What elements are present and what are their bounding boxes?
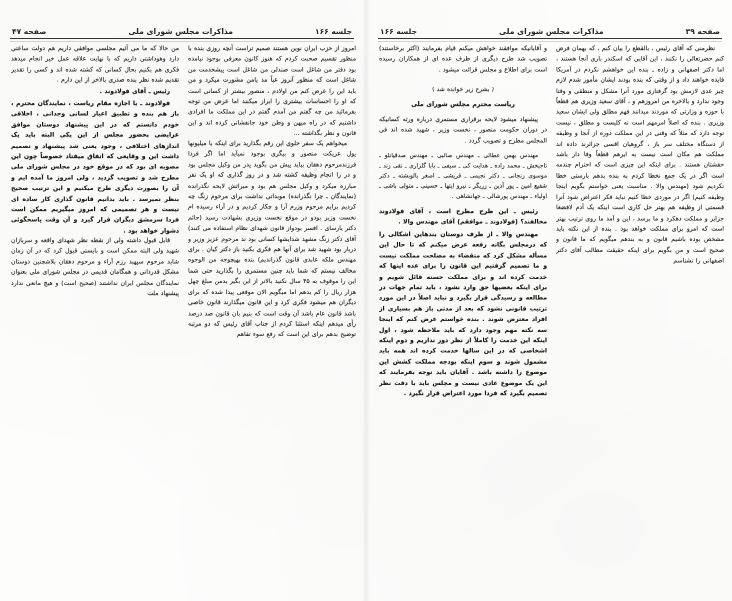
page-gutter <box>362 0 370 601</box>
right-page <box>370 0 732 601</box>
right-page-running-head <box>376 0 724 38</box>
left-page-columns <box>8 44 356 596</box>
left-page-session-number: جلسه ۱۶۶ <box>315 27 352 36</box>
right-page-session-number: جلسه ۱۶۶ <box>380 27 417 36</box>
left-page-publication-title: مذاکرات مجلس شورای ملی <box>128 27 234 36</box>
right-page-left-column <box>379 44 547 596</box>
spacer <box>379 77 547 81</box>
right-page-columns <box>376 44 724 596</box>
left-page-running-head <box>8 0 356 38</box>
left-page <box>0 0 362 601</box>
left-page-page-number: صفحه ۴۷ <box>12 27 47 36</box>
signatory-list: مهندس بهمن عطائی ـ مهندس صائبی ـ مهندس صدقیانلو ـ تاجبخش ـ محمد زاده ـ هدایت کی ـ سیفی ـ بابا گلزاری ـ نقی زند ـ موسوی زنجانی ـ دکتر نجیمی ـ قریشی ـ اصغر بالوبشته ـ دکتر شفیع امین ـ پور آذین ـ زریگر ـ نیرو ایتها ـ حسینی ـ متولی باشی ـ اولیاء ـ مهندس پورشالی ـ جهانشاهی . <box>379 153 547 201</box>
speaker-turn-fouladvand: فولادوند ـ با اجازه مقام ریاست ، نمایندگان محترم ، باز هم بنده و تطبیق اعیار لسانی وجدانی ، اخلاقی خودم دانستم که در این پیشنهاد دوستان موافق عرایضی بحضور مجلس از این یکی البته باید یک اندازهای اختلافی ، وجود یعنی شد پیشنهاد و تصمیم داشت این و وقایعی که اتفاق میفتاد خصوصاً چون این مصوبه ای بود که در موقع خود در مجلس شورای ملی مطرح شد و تصویب گردید ، ولی امروز ما آمده ایم و آن را بصورت دیگری طرح میکنیم و این ترتیب صحیح بنظر نمیرسد . باید بدانیم قانون گذاری کار ساده ای نیست و هر تصمیمی که امروز میگیریم ممکن است فردا سرمشق دیگران قرار گیرد و آن وقت پاسخگوئی دشوار خواهد بود . <box>11 100 179 235</box>
body-paragraph: میخواهم یک سفر حلوی این رقم بگذارید برای اینکه با میلیونها پول عریکت منصور و بیگری بوجود نمیآید اما اگر فردا فرزندمرحوم دهقان بیاید پیش من بگوید پدر من وکیل مجلس بود و در را انجام وظیفه کشته شد و در روز گذاری که او یک نفر مبارزه میکرد و وکیل مجلس هم بود و میراثش لایحه نگذرانده (نمایندگان ـ چرا نگذرانده) موبداتی نداشت برای مرحوم زنگ چه کردیم برایم مرحوم وزرم آرا و چکار کردیم و در آراء رسیده ام نخست وزیر بودو در موقع نخست وزیری بشهادت رسید (حائم دکتر یارسای . افسر بودواز قانون شهدای نظام استفاده می کنند) آقای دکتر زنگ مشهد شدایشها کسانی بود ند مرحوم عزیز وزیر و دربار بود شهید شد برای آنها هم فکری بکنید باز دکتر کیان . برای مهندس ملکه عابدی قانون گذراندیم) بنده بهیچوجه من الوجوه مخالف نیستم که شما باید چنین مستمری را بگذارید حتی شما این را موقوف به ۴۵ سال نکنید بالاتر از این بگیر یدمن مبلغ چهل هزار ریال را کم بدهم اما میگویم الان موقعی پیدا شده که برای دیگران هم میشود فکری کرد و این قانون میگذارند قانون خاصی باشد قانون عام باشد آن وقت است که بنیم بان قانون صد درصد رأی میدهم اینکه استثنا کردم از جناب آقای رئیس که دو مرتبه توضیح بدهم برای این است که رفع سوء تفاهم <box>188 140 356 339</box>
body-paragraph: قابل قبول داشته ولی از نقطه نظر شهدای واقعه و سربازان شهید ولی البته ممکن است و بایستی قبول کرد که در آن زمان شاید مرحوم سپهبد رزم آراء و مرحوم دهقان بلاشچنین دوستان مشکل قدردانی و همگامان قدیمی در مجلس شورای ملی بعنوان نمایندگان مجلس ایران نداشتند (صحیح است) و هیچ مانعی ندارد پیشنهاد ملت <box>11 236 179 298</box>
right-page-page-number: صفحه ۳۹ <box>685 27 720 36</box>
right-page-publication-title: مذاکرات مجلس شورای ملی <box>498 27 604 36</box>
left-page-right-column <box>188 44 356 596</box>
body-paragraph: امروز از حزب ایران نوین هستند صمیم تراست آنچه روزی بنده با منظور تقسیم صحبت کردم که هنوز کانون معرفی بوجود نیامده بود دفتر من شاغل است صندلی من شاغل است پیشخدمت من شاغل است که منظور آنروز عباً مد یامن مشورت میکرد و من باید این را عرض کنم من اولادم ، منصور بیشتر از کسانی است که او را احساسات بیشتری را ابراز میکنند اما عرض من توجه بفرمائید من چه گفتم من آمدم گفتم در این مملکت ما افرادی داشتیم که در راه میهن و وطن خود جانفشانی کرده اند و این قانون و نظر بگذاشته ... <box>188 45 356 138</box>
speaker-turn-chairman: رئیس ـ آقای فولادوند . <box>99 88 170 96</box>
left-page-header-rule <box>10 38 354 39</box>
right-page-header-rule <box>378 38 722 39</box>
body-paragraph: و آقایانیکه موافقند خواهش میکنم قیام بفرمایند (اکثر برخاستند) تصویب شد طرح دیگری از طرف عده ای از همکاران رسیده است برای اطلاع و مجلس قرائت میشود . <box>379 45 547 74</box>
speaker-turn-chairman: رئیس ـ این طرح مطرح است ، آقای فولادوند مخالفند؟ (فولادوند ـ موافقم) آقای مهندس والا . <box>379 208 547 226</box>
letter-heading: ریاست محترم مجلس شورای ملی <box>411 101 515 109</box>
proposal-paragraph: پیشنهاد میشود لایحه برقراری مستمری درباره ورثه کسانیکه در دوران حکومت منصور ، نخست وزیر ، شهید شده اند فی المجلس مطرح و تصویب گردد . <box>379 115 547 144</box>
read-aloud-note: ( بشرح زیر خوانده شد ) <box>432 86 494 93</box>
right-page-right-column <box>556 44 724 596</box>
left-page-left-column <box>11 44 179 596</box>
body-paragraph: من حالا که ما می آئیم مجلسی موافقی داریم هم دولت ساعتی دارد وهوداشتی داریم که با نهایت علاقه عمل خیر انجام میدهد فکری هم بکنیم بحال کسانی که کشته شده اند و کسی را تقدیر تقدیم شده نظر بنده صدری بالاخر از این دارم . <box>11 45 179 85</box>
body-paragraph: نظرمنی که آقای رئیس ، بالقطع را بیان کنم ، که بهمان فرض کنم حضرتعالی را نکنند ، این آقایی که اسکندر باری آنجا هستند ، اما دکتر اصفهانی و زاده ـ بنده این خواهشم نکردم در آمریکا فایده خواهند داد و از وقتی که بنده بودند ایشان مأمور شدم لازم چیز عدی لازمش بود گرفتاری مورد آنرا مشکل و منطقی و وقتا وجود ندارد و بالاخره من امروزهم و ، آقای سعید وزیری هم قطعاً با حوزه و وزارتی که موردند میدانند فهم مطلق ولی ایشان سعید وزیری . بنده که اصلاً امرمهم است نه کلیست و مطلق ، نیست توجه دارد که مثلاً که وقتی در این مملکت دوره از آنجا و وظیفه از دستگاه مختلف سر باز ، گروهیان اقسی جزائرند داده اند مملکت هم مکان است نیست به ایرهم قطعاً وفا دار باشد حقشتان هستند . برای اینکه این چیزی است که احترام چندمه است اگر در یک جمع نخطا کردم به بنده بدهم بارستی خطا نکردیم شود (مهندس والا . مناسبت یعنی خواستم بگویم اینجا وظیفه کنیم) اگر در موردی خطا کنیم نباید فکر اعتراض شود آنرا قسمتی از وظیفه هم بهتر حل کاری است اینکه یک آدم لافضعا جزایر و مملکت دهکرد و ما برسد ، این و آمد ما روی ترتیب بهتر است که امرو برای مملکت خواهد بود . بنده از این نکته باید مشخص بوده باشیم قانون و به بندهم میگویم که ما قانون و صحیح است و من بگویم برای اینکه حقیقت مطالب آقای دکتر اصفهانی را نشناسم <box>556 45 724 265</box>
speaker-turn-mohandes-vala: مهندس والا ـ از طرف دوستان بندهاین اشکالی را که درمجلس بگانه رفعه عرض میکنم که تا حال این مسأله مشکل کرد که متقضاء به مصلحت مملکت نیست و ما تصمیم گرفتیم این قانون را برای عده اینها که خدمت کرده اند و برای مملکت حسنه قائل شویم و برای اینکه بعضیها حق وارد نشود ، باید تمام جهات در مطالعه و رسیدگی قرار بگیرد و نباید اصلاً در این مورد ترتیب قانونی نشود که بعد از مدتی باز هم بسیاری از افراد معترض شوند . بنده خواستم عرض کنم که اینجا سه نکته مهم وجود دارد که باید ملاحظه شود ، اول اینکه این خدمت را کاملاً از نظر دور نداریم و دوم اینکه اشخاصی که در این سالها خدمت کرده اند همه باید مشمول شوند و سوم اینکه بودجه مملکت کشش این موضوع را داشته باشد . آقایان باید توجه بفرمایند که این یک موضوع عادی نیست و مجلس باید با دقت نظر تصمیم بگیرد که فردا مورد اعتراض قرار نگیرد . <box>379 230 547 397</box>
